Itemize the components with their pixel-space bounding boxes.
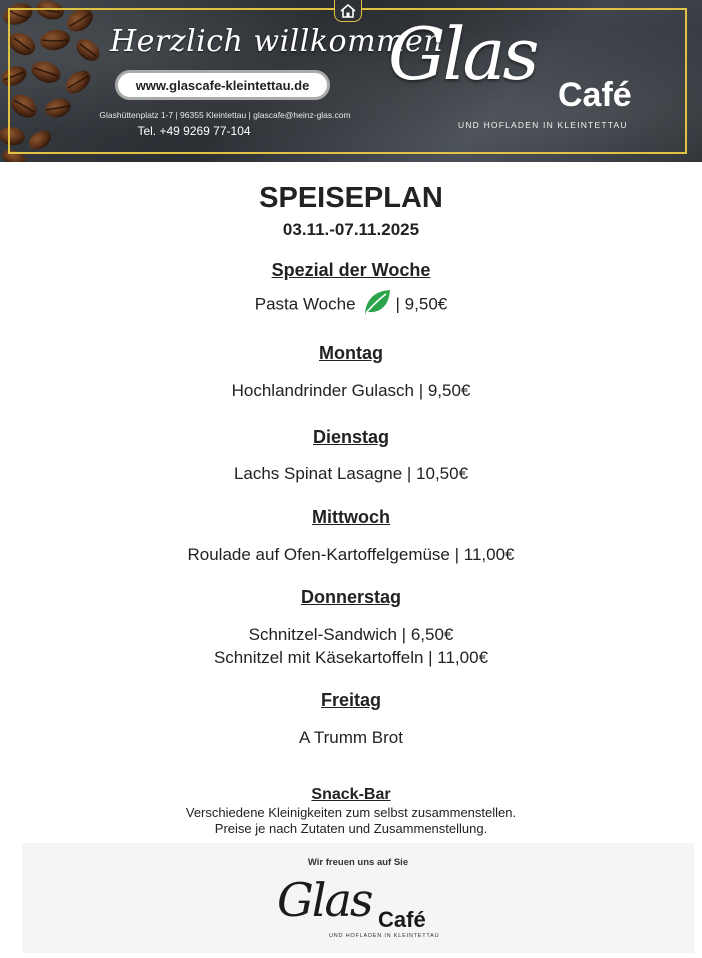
dish-montag: Hochlandrinder Gulasch | 9,50€ xyxy=(231,381,471,400)
snack-line-1: Verschiedene Kleinigkeiten zum selbst zusammenstellen. xyxy=(185,805,517,820)
logo-word-text: Café xyxy=(558,76,632,114)
page-title: SPEISEPLAN xyxy=(259,182,443,214)
day-heading-dienstag: Dienstag xyxy=(312,427,390,447)
home-icon xyxy=(340,4,356,18)
special-dish-price: | 9,50€ xyxy=(395,294,448,314)
special-dish xyxy=(0,288,702,322)
special-heading: Spezial der Woche xyxy=(271,260,431,280)
leaf-icon xyxy=(362,288,392,316)
snack-heading: Snack-Bar xyxy=(311,786,391,803)
dish-dienstag: Lachs Spinat Lasagne | 10,50€ xyxy=(233,464,469,483)
day-heading-mittwoch: Mittwoch xyxy=(312,507,390,527)
home-badge xyxy=(334,0,362,22)
day-heading-freitag: Freitag xyxy=(320,690,381,710)
snack-line-2: Preise je nach Zutaten und Zusammenstellung. xyxy=(214,821,488,836)
dish-donnerstag-2: Schnitzel mit Käsekartoffeln | 11,00€ xyxy=(213,648,489,667)
logo-script-text: Glas xyxy=(388,12,537,96)
dish-donnerstag-1: Schnitzel-Sandwich | 6,50€ xyxy=(248,625,454,644)
header-banner xyxy=(0,0,702,162)
logo-tagline-text: UND HOFLADEN IN KLEINTETTAU xyxy=(458,120,628,130)
footer-logo-script: Glas xyxy=(277,873,372,927)
welcome-heading: Herzlich willkommen xyxy=(110,24,444,59)
special-dish-name: Pasta Woche xyxy=(254,294,356,314)
footer xyxy=(22,843,694,953)
address-text: Glashüttenplatz 1-7 | 96355 Kleintettau | glascafe@heinz-glas.com xyxy=(99,110,351,120)
footer-logo-tagline: UND HOFLADEN IN KLEINTETTAU xyxy=(329,933,440,939)
footer-logo-word: Café xyxy=(378,907,426,932)
website-link[interactable]: www.glascafe-kleintettau.de xyxy=(115,70,330,100)
dish-mittwoch: Roulade auf Ofen-Kartoffelgemüse | 11,00€ xyxy=(187,545,515,564)
phone-text: Tel. +49 9269 77-104 xyxy=(137,124,251,138)
day-heading-donnerstag: Donnerstag xyxy=(300,587,401,607)
footer-note: Wir freuen uns auf Sie xyxy=(307,857,409,868)
day-heading-montag: Montag xyxy=(319,343,383,363)
date-range: 03.11.-07.11.2025 xyxy=(282,220,420,239)
dish-freitag: A Trumm Brot xyxy=(299,728,403,747)
